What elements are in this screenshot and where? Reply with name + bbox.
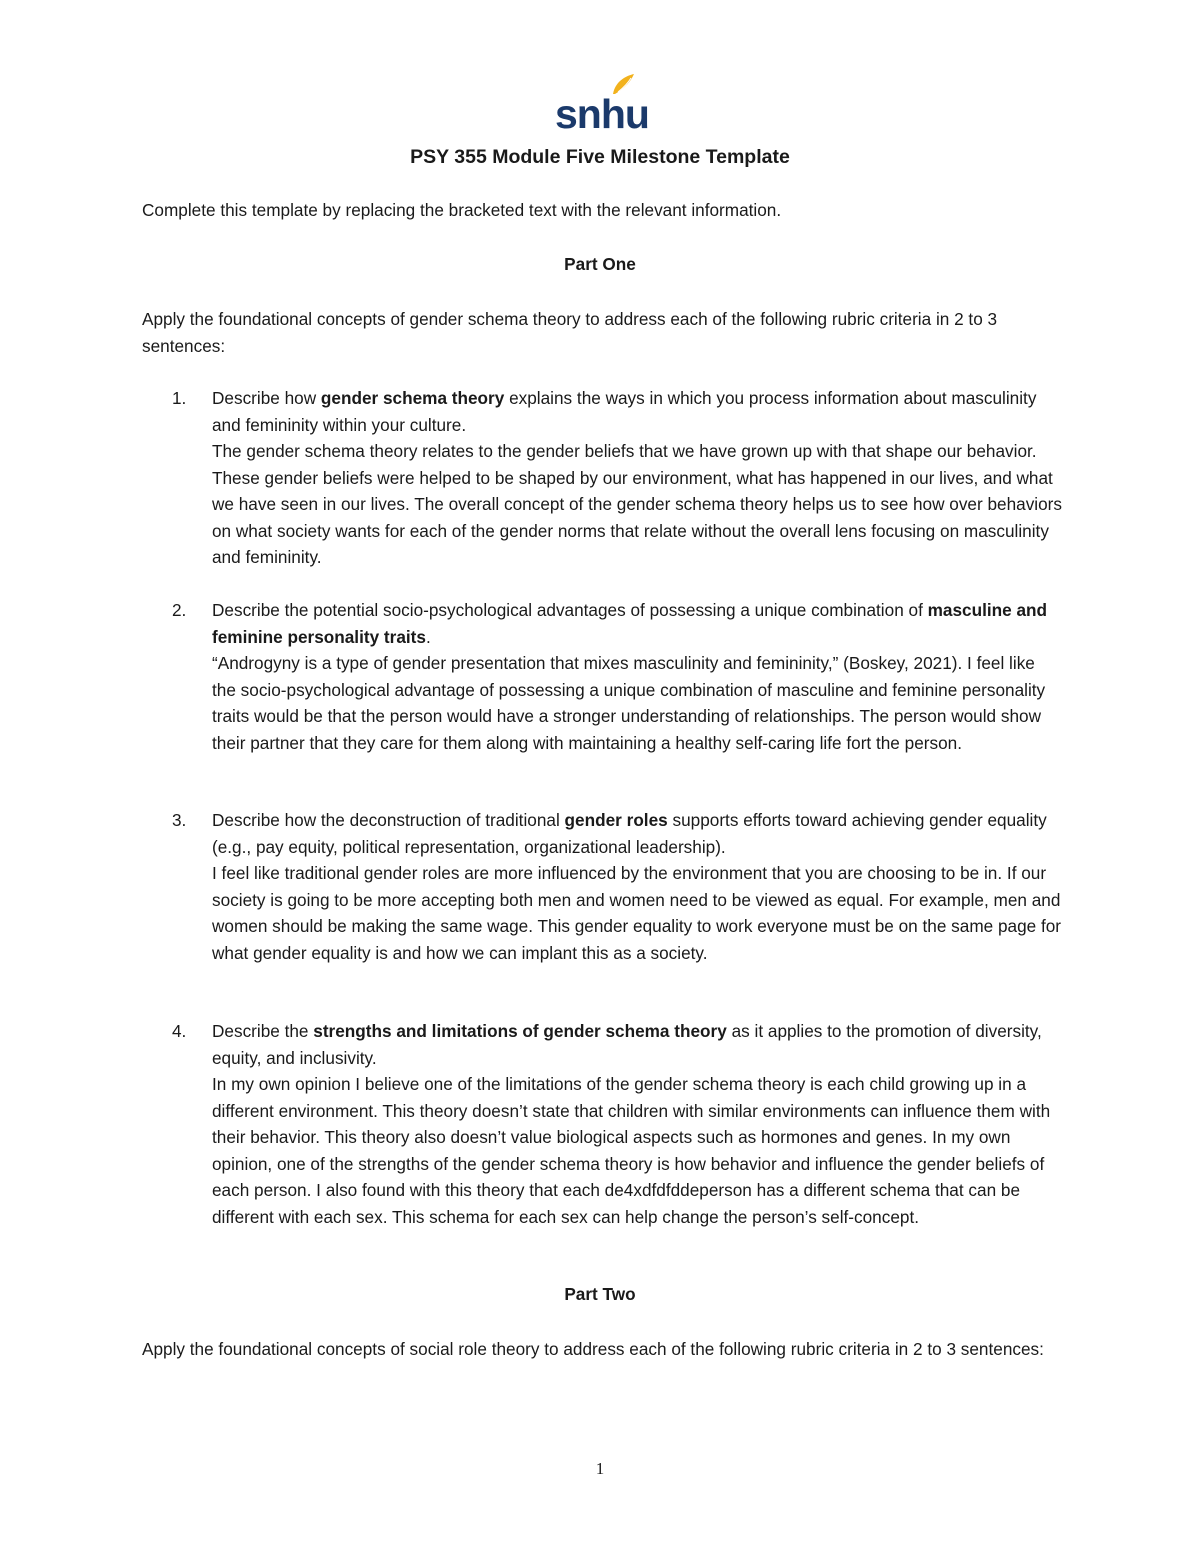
part-two-intro: Apply the foundational concepts of social role theory to address each of the following rubric criteria in 2 to 3 sentences: <box>142 1339 1044 1359</box>
item-prompt: Describe the potential socio-psychological advantages of possessing a unique combination of masculine and feminine personality traits. <box>212 600 1048 647</box>
snhu-logo <box>555 74 649 137</box>
item-prompt: Describe the strengths and limitations of gender schema theory as it applies to the promotion of diversity, equity, and inclusivity. <box>212 1021 1042 1068</box>
svg-text:snhu: snhu <box>555 91 649 137</box>
list-number: 2. <box>172 600 187 620</box>
item-answer: In my own opinion I believe one of the limitations of the gender schema theory is each child growing up in a different environment. This theory doesn’t state that children with similar environments can influence them with their behavior. This theory also doesn’t value biological aspects such as hormones and genes. In my own opinion, one of the strengths of the gender schema theory is how behavior and influence the gender beliefs of each person. I also found with this theory that each de4xdfdfddeperson has a different schema that can be different with each sex. This schema for each sex can help change the person’s self-concept. <box>212 1074 1051 1227</box>
page-title: PSY 355 Module Five Milestone Template <box>410 146 790 168</box>
page-number: 1 <box>595 1459 605 1478</box>
item-prompt: Describe how gender schema theory explains the ways in which you process information about masculinity and femininity within your culture. <box>212 388 1037 435</box>
item-answer: I feel like traditional gender roles are more influenced by the environment that you are choosing to be in. If our society is going to be more accepting both men and women need to be viewed as equal. For example, men and women should be making the same wage. This gender equality to work everyone must be on the same page for what gender equality is and how we can implant this as a society. <box>212 863 1062 963</box>
part-one-intro: Apply the foundational concepts of gender schema theory to address each of the following rubric criteria in 2 to 3 sentences: <box>142 309 998 356</box>
part-one-heading: Part One <box>564 254 636 274</box>
instructions: Complete this template by replacing the bracketed text with the relevant information. <box>142 200 782 220</box>
part-two-heading: Part Two <box>564 1284 636 1304</box>
list-number: 1. <box>172 388 187 408</box>
list-number: 4. <box>172 1021 187 1041</box>
item-prompt: Describe how the deconstruction of traditional gender roles supports efforts toward achieving gender equality (e.g., pay equity, political representation, organizational leadership). <box>212 810 1047 857</box>
list-number: 3. <box>172 810 187 830</box>
snhu-logo-mark <box>555 74 649 137</box>
item-answer: “Androgyny is a type of gender presentation that mixes masculinity and femininity,” (Boskey, 2021). I feel like the socio-psychological advantage of possessing a unique combination of masculine and feminine personality traits would be that the person would have a stronger understanding of relationships. The person would show their partner that they care for them along with maintaining a healthy self-caring life fort the person. <box>212 653 1046 753</box>
item-answer: The gender schema theory relates to the gender beliefs that we have grown up with that shape our behavior. These gender beliefs were helped to be shaped by our environment, what has happened in our lives, and what we have seen in our lives. The overall concept of the gender schema theory helps us to see how over behaviors on what society wants for each of the gender norms that relate without the overall lens focusing on masculinity and femininity. <box>212 441 1063 567</box>
